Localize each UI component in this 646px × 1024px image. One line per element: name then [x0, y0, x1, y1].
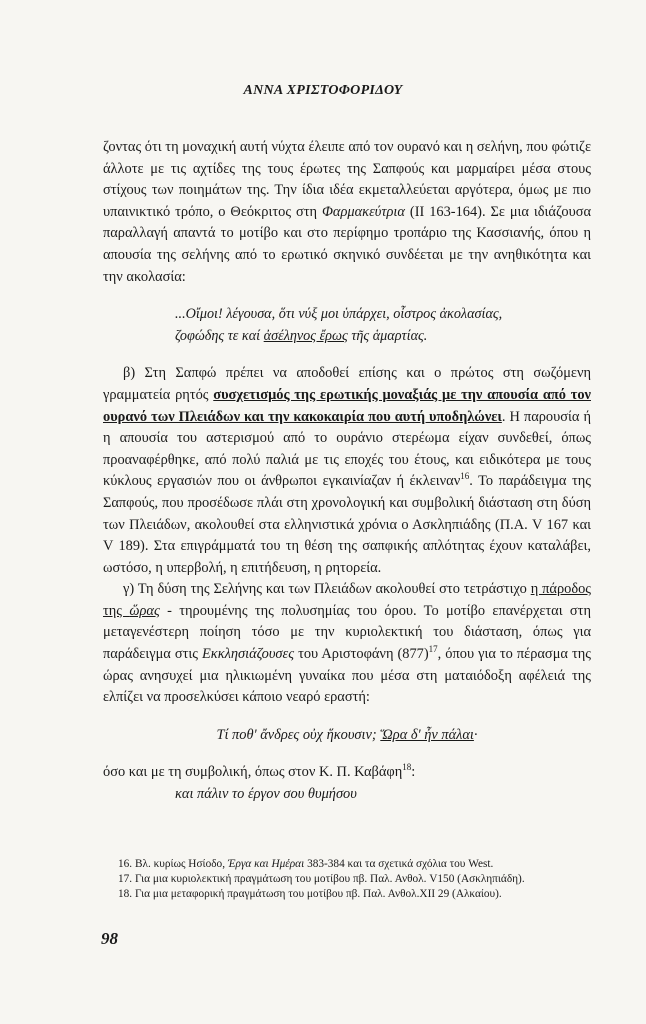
quote-kassiani-line-1: ...Οἴμοι! λέγουσα, ὅτι νύξ μοι ὑπάρχει, οἶστρος ἀκολασίας, — [175, 306, 503, 323]
paragraph-1 — [103, 137, 591, 288]
running-header: ΑΝΝΑ ΧΡΙΣΤΟΦΟΡΙΔΟΥ — [243, 83, 403, 98]
footnote-ref-17: 17 — [428, 644, 438, 655]
quote-kavafis: και πάλιν το έργον σου θυμήσου — [175, 786, 357, 803]
paragraph-4-text-b: : — [411, 764, 416, 781]
paragraph-3 — [103, 579, 591, 709]
quote-kassiani-line-2 — [175, 326, 591, 348]
footnote-ref-18: 18 — [402, 762, 412, 773]
footnote-16-text-b: 383-384 και τα σχετικά σχόλια του West. — [304, 858, 494, 870]
paragraph-2 — [103, 363, 591, 579]
paragraph-4 — [103, 762, 591, 784]
footnotes — [118, 857, 598, 903]
quote-aristophanes-a: Τί ποθ' ἄνδρες οὐχ ἥκουσιν; — [216, 726, 381, 743]
main-text — [103, 137, 591, 806]
paragraph-1-text-b: (ΙΙ 163-164). Σε μια ιδιάζουσα παραλλαγή απαντά το μοτίβο και στο περίφημο τροπάριο της Κασσιανής, όπου η απουσία της σελήνης από το ερωτικό σκηνικό συνδέεται με την ανηθικότητα και την ακολασία: — [103, 203, 592, 285]
paragraph-4-text-a: όσο και με τη συμβολική, όπως στον Κ. Π. Καβάφη — [103, 764, 403, 781]
footnote-16 — [118, 857, 598, 872]
quote-kassiani — [175, 304, 591, 347]
quote-aristophanes-underlined: Ὥρα δ' ἦν πάλαι — [380, 726, 474, 743]
paragraph-3-text-a: γ) Τη δύση της Σελήνης και των Πλειάδων ακολουθεί στο τετράστιχο — [123, 581, 531, 598]
paragraph-2-text-a: β) Στη Σαπφώ πρέπει να αποδοθεί επίσης και ο πρώτος στη σωζόμενη γραμματεία ρητός — [103, 365, 591, 403]
quote-aristophanes-b: · — [473, 726, 478, 743]
paragraph-3-text-c: του Αριστοφάνη (877) — [294, 646, 429, 663]
footnote-18: 18. Για μια μεταφορική πραγμάτωση του μοτίβου πβ. Παλ. Ανθολ.XII 29 (Αλκαίου). — [118, 888, 502, 901]
quote-kassiani-line-2-a: ζοφώδης τε καί — [175, 327, 264, 344]
page-number: 98 — [101, 929, 118, 948]
footnote-ref-16: 16 — [460, 471, 470, 482]
quote-aristophanes — [103, 725, 591, 747]
paragraph-1-text-a: ζοντας ότι τη μοναχική αυτή νύχτα έλειπε από τον ουρανό και η σελήνη, που φώτιζε άλλοτε με τις αχτίδες της τους έρωτες της Σαπφούς και μαρμαίρει μέσα στους στίχους των ποιημάτων της. Την ίδια ιδέα εκμεταλλεύεται αργότερα, όμως με πιο υπαινικτικό τρόπο, ο Θεόκριτος στη — [103, 139, 591, 220]
footnote-17: 17. Για μια κυριολεκτική πραγμάτωση του μοτίβου πβ. Παλ. Ανθολ. V150 (Ασκληπιάδη). — [118, 873, 525, 886]
paragraph-3-text-d: , όπου για το πέρασμα της ώρας ανησυχεί μια ηλικιωμένη γυναίκα που μέσα στη ματαιόδοξη αφέλειά της ελπίζει να προσελκύσει κάποιο νεαρό εραστή: — [103, 646, 591, 706]
paragraph-3-text-b: - τηρουμένης της πολυσημίας του όρου. Το μοτίβο επανέρχεται στη μεταγενέστερη ποίηση τόσο με την κυριολεκτική του διάσταση, όπως για παράδειγμα στις — [103, 602, 591, 663]
paragraph-3-emphasis: η πάροδος της — [103, 581, 592, 619]
quote-kassiani-line-2-b: τῆς ἁμαρτίας. — [347, 327, 428, 344]
paragraph-2-text-b: . Η παρουσία ή η απουσία του αστερισμού από το ουράνιο στερέωμα είχαν συνδεθεί, όπως προαναφέρθηκε, από πολύ παλιά με τις εποχές του έτους, και ειδικότερα με τους κύκλους εργασιών που οι άνθρωποι εγκαινίαζαν ή έκλειναν — [103, 408, 591, 490]
work-title-ekklisiazouses: Εκκλησιάζουσες — [202, 646, 295, 663]
work-title-farmakeftria: Φαρμακεύτρια — [321, 203, 405, 220]
quote-kassiani-underlined: ἀσέληνος ἔρως — [263, 327, 348, 344]
footnote-16-title: Έργα και Ημέραι — [227, 858, 305, 870]
paragraph-2-text-c: . Το παράδειγμα της Σαπφούς, που προσέδωσε πλάι στη χρονολογική και συμβολική διάσταση στη δύση των Πλειάδων, ακολουθεί στα ελληνιστικά χρόνια ο Ασκληπιάδης (Π.Α. V 167 και V 189). Στα επιγράμματά του τη θέση της σαπφικής απλότητας έχουν καταλάβει, ωστόσο, η υπερβολή, η επιτήδευση, η ρητορεία. — [103, 473, 591, 576]
paragraph-2-emphasis: συσχετισμός της ερωτικής μοναξιάς με την απουσία από τον ουρανό των Πλειάδων και την κακοκαιρία που αυτή υποδηλώνει — [103, 386, 591, 425]
footnote-16-text-a: 16. Βλ. κυρίως Ησίοδο, — [118, 858, 228, 870]
paragraph-3-emphasis-italic: ὥρας — [129, 602, 160, 619]
